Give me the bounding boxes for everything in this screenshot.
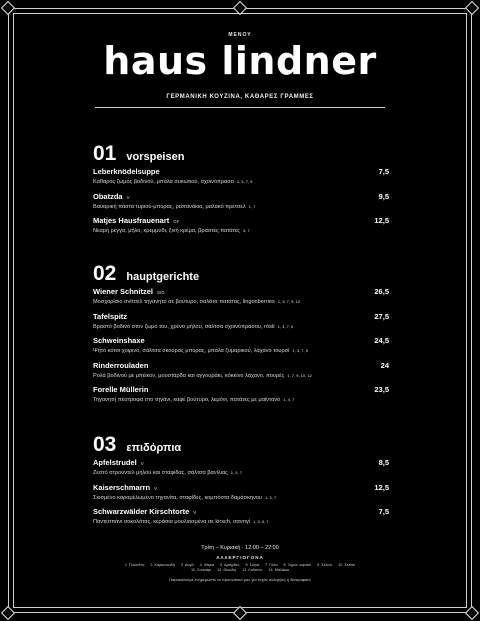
item-allergens: 1, 3, 6, 7	[253, 519, 269, 524]
section-vorspeisen	[93, 143, 389, 241]
item-tag: V	[126, 194, 130, 200]
item-tag: V	[193, 510, 197, 515]
allergen-entry: 4 Ψάρια	[199, 563, 215, 567]
section-heading	[93, 434, 389, 458]
opening-hours: Τρίτη – Κυριακή · 12:00 – 22:00	[201, 545, 279, 551]
item-description: Βραστό βοδινό στον ζωμό του, χρένο μήλου, σάλτσα σχοινόπρασου, rösti	[93, 323, 275, 330]
item-price: 23,5	[374, 385, 389, 394]
menu-item	[93, 458, 389, 483]
item-description: Τηγανητή πέστροφα στο τηγάνι, καφέ βούτυρο, λεμόνι, πατάτες με μαϊντανό	[93, 397, 281, 403]
item-name: Schwarzwälder Kirschtorte	[93, 507, 190, 516]
item-description: Ψητό κότσι χοιρινό, σάλτσα σκούρας μπύρας, μπάλα ζυμαρικού, λάχανο τουρσί	[93, 348, 290, 354]
item-name: Kaiserschmarrn	[93, 482, 151, 492]
item-description: Σκισμένο καραμελωμένο τηγανίτα, σταφίδες, κομπόστα δαμάσκηνου	[93, 494, 262, 501]
item-name: Apfelstrudel	[93, 458, 137, 467]
item-price: 12,5	[374, 216, 389, 225]
item-name: Leberknödelsuppe	[93, 167, 160, 176]
item-description: Παντεσπάνι σοκολάτας, κεράσια μουλιασμένα σε kirsch, σαντιγί	[93, 519, 251, 525]
item-price: 9,5	[378, 191, 389, 201]
menu-item	[93, 361, 389, 386]
section-hauptgerichte	[93, 263, 389, 410]
menu-item	[93, 483, 389, 508]
menu-item	[93, 216, 389, 241]
section-title: hauptgerichte	[126, 271, 200, 283]
allergen-entry: 7 Γάλα	[265, 563, 278, 567]
allergen-entry: 14 Μαλάκια	[268, 568, 289, 572]
item-description: Ζεστό στρούντελ μήλου και σταφίδας, σάλτσα βανίλιας	[93, 470, 228, 476]
item-name: Obatzda	[93, 191, 123, 201]
allergen-entry: 1 Γλουτένη	[124, 563, 145, 567]
allergen-entry: 2 Καρκινοειδή	[150, 563, 175, 567]
menu-item	[93, 167, 389, 192]
item-allergens: 1, 3, 7, 9, 10	[277, 299, 301, 304]
allergen-entry: 10 Σινάπι	[338, 563, 356, 567]
item-allergens: 1, 7, 9, 10, 12	[287, 372, 312, 378]
item-price: 8,5	[378, 458, 389, 467]
item-allergens: 1, 7	[248, 203, 256, 209]
item-tag: GF	[173, 219, 180, 224]
section-title: vorspeisen	[126, 151, 185, 163]
item-allergens: 1, 4, 7	[283, 397, 295, 402]
allergen-title: ΑΛΛΕΡΓΙΟΓΟΝΑ	[216, 555, 264, 560]
allergen-entry: 6 Σόγια	[245, 563, 260, 567]
section-number: 03	[93, 433, 117, 456]
item-description: Νεαρή ρέγγα, μήλο, κρεμμύδι, ξινή κρέμα, βραστές πατάτες	[93, 228, 240, 234]
allergen-entry: 12 Θειώδη	[217, 568, 237, 572]
item-tag: V	[154, 485, 158, 491]
item-allergens: 1, 3, 7	[264, 494, 277, 500]
menu-item	[93, 336, 389, 361]
menu-item	[93, 312, 389, 337]
item-allergens: 1, 3, 7, 9	[292, 348, 308, 353]
item-name: Matjes Hausfrauenart	[93, 216, 170, 225]
restaurant-subtitle: ΓΕΡΜΑΝΙΚΗ ΚΟΥΖΙΝΑ, ΚΑΘΑΡΕΣ ΓΡΑΜΜΕΣ	[166, 94, 314, 100]
restaurant-title: haus lindner	[103, 39, 377, 83]
menu-footer	[0, 545, 480, 582]
allergen-entry: 5 Αραχίδες	[220, 563, 240, 567]
menu-label: ΜΕΝΟΥ	[228, 32, 252, 38]
item-price: 7,5	[378, 167, 389, 176]
allergen-entry: 3 Αυγά	[180, 563, 194, 567]
menu-header	[0, 32, 480, 100]
section-number: 01	[93, 142, 117, 165]
allergen-entry: 8 Ξηροί καρποί	[283, 563, 312, 567]
section-number: 02	[93, 262, 117, 285]
section-title: επιδόρπια	[126, 442, 182, 454]
item-price: 27,5	[374, 311, 389, 321]
item-description: Καθαρός ζωμός βοδινού, μπάλα συκωτιού, σχοινόπρασο	[93, 179, 234, 185]
item-tag: V	[140, 461, 144, 466]
item-tag: SIG	[156, 290, 165, 295]
section-epidorpia	[93, 434, 389, 532]
allergen-entry: 13 Λούπινο	[242, 568, 263, 572]
item-name: Schweinshaxe	[93, 336, 145, 345]
allergen-list-row-2	[0, 568, 480, 572]
allergen-list-row-1	[0, 563, 480, 567]
item-price: 7,5	[378, 507, 389, 516]
item-allergens: 4, 7	[243, 228, 250, 233]
item-price: 24	[380, 360, 389, 370]
item-name: Wiener Schnitzel	[93, 287, 153, 296]
menu-item	[93, 287, 389, 312]
item-name: Forelle Müllerin	[93, 385, 149, 394]
menu-item	[93, 507, 389, 532]
item-description: Βαυαρική πάστα τυριού-μπύρας, ραπανάκια, μαλακό πρέτσελ	[93, 203, 246, 210]
header-divider	[95, 107, 385, 108]
item-price: 24,5	[374, 336, 389, 345]
section-heading	[93, 143, 389, 167]
item-description: Ρολά βοδινού με μπέικον, μουστάρδα και αγγουράκι, κόκκινο λάχανο, πουρές	[93, 372, 285, 379]
item-price: 26,5	[374, 287, 389, 296]
item-description: Μοσχαρίσιο σνίτσελ τηγανητό σε βούτυρο, σαλάτα πατάτας, lingonberries	[93, 299, 275, 305]
item-allergens: 1, 3, 7, 9	[277, 323, 294, 329]
menu-item	[93, 192, 389, 217]
allergy-note: Παρακαλούμε ενημερώστε το προσωπικό μας για τυχόν αλλεργίες ή διατροφικές	[169, 577, 311, 582]
menu-item	[93, 385, 389, 410]
item-name: Tafelspitz	[93, 311, 128, 321]
allergen-entry: 9 Σέλινο	[317, 563, 333, 567]
item-name: Rinderrouladen	[93, 360, 149, 370]
item-allergens: 1, 3, 7	[230, 470, 242, 475]
item-price: 12,5	[374, 482, 389, 492]
allergen-entry: 11 Σουσάμι	[191, 568, 212, 572]
section-heading	[93, 263, 389, 287]
item-allergens: 1, 3, 7, 9	[236, 179, 253, 184]
